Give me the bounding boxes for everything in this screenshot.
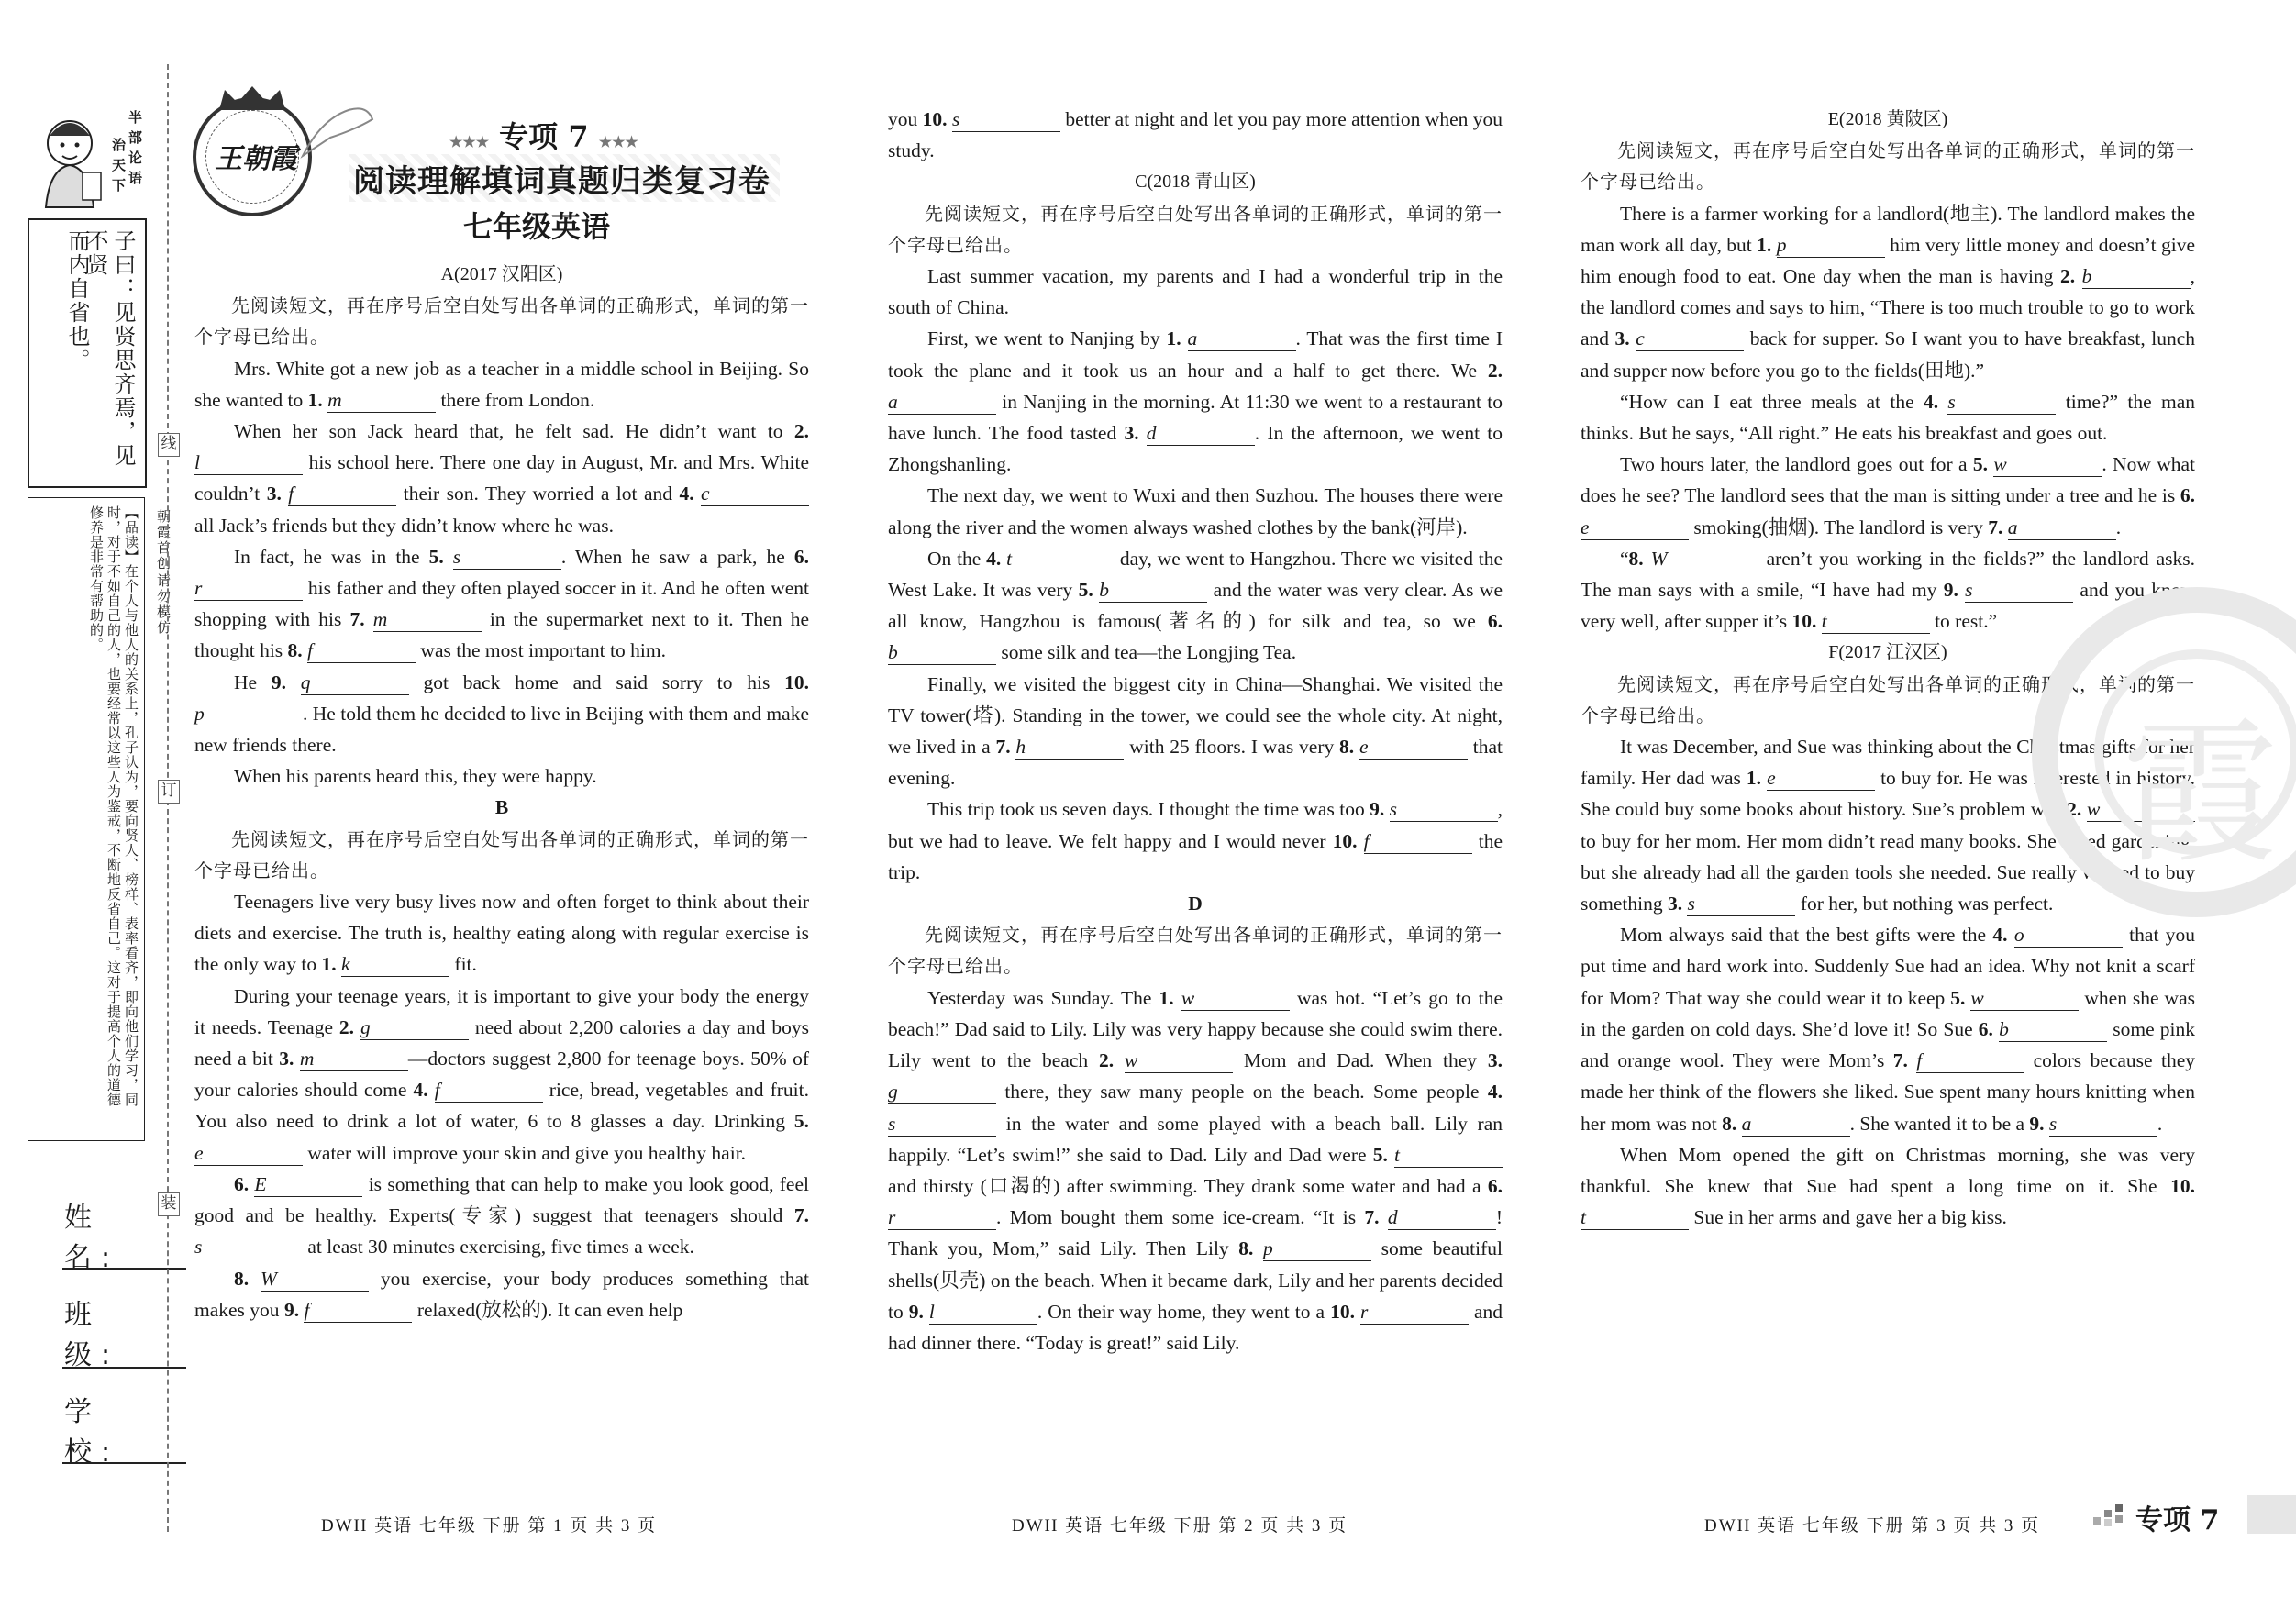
answer-blank[interactable]: e (1767, 766, 1875, 791)
quote-line-1: 子曰：见贤思齐焉，见不贤 (83, 229, 134, 468)
answer-blank[interactable]: f (307, 638, 416, 663)
instruction-text: 先阅读短文，再在序号后空白处写出各单词的正确形式，单词的第一个字母已给出。 (1581, 139, 2195, 194)
answer-blank[interactable]: b (888, 640, 996, 665)
section-f-heading: F(2017 江汉区) (1828, 642, 1947, 663)
seal-char: 订 (158, 780, 180, 804)
answer-blank[interactable]: s (2049, 1112, 2157, 1137)
section-a-heading: A(2017 汉阳区) (440, 264, 563, 284)
answer-blank[interactable]: s (1965, 578, 2073, 603)
answer-blank[interactable]: l (929, 1300, 1037, 1325)
answer-blank[interactable]: l (194, 450, 303, 475)
passage-paragraph: Mrs. White got a new job as a teacher in a middle school in Beijing. So she wanted to 1. m there from London. (194, 357, 809, 411)
seal-char: 线 (158, 433, 180, 457)
topic-label: 专项 7 (499, 119, 589, 154)
answer-blank[interactable]: s (453, 545, 561, 570)
copyright-note-2: 请勿模仿 (155, 573, 170, 636)
passage-paragraph: When Mom opened the gift on Christmas morning, she was very thankful. She knew that Sue had spent a long time on it. She 10. t Sue in her arms and gave her a big kiss. (1581, 1143, 2195, 1229)
passage-paragraph: Two hours later, the landlord goes out for a 5. w . Now what does he see? The landlord sees that the man is sitting under a tree and he is 6. e smoking(抽烟). The landlord is very 7. a . (1581, 453, 2195, 538)
passage-paragraph: When his parents heard this, they were happy. (234, 765, 597, 788)
passage-paragraph: Teenagers live very busy lives now and often forget to think about their diets and exercise. The truth is, healthy eating along with regular exercise is the only way to 1. k fit. (194, 891, 809, 976)
quote-line-2: 而内自省也。 (64, 229, 88, 372)
answer-blank[interactable]: a (2008, 516, 2116, 540)
answer-blank[interactable]: s (1687, 892, 1795, 916)
passage-paragraph: “8. W aren’t you working in the fields?” the landlord asks. The man says with a smile, “I have had my 9. s and you know very well, after supper it’s 10. t to rest.” (1581, 547, 2196, 633)
answer-blank[interactable]: o (2014, 923, 2123, 948)
answer-blank[interactable]: k (341, 952, 449, 977)
section-d-heading: D (1188, 893, 1203, 915)
instruction-text: 先阅读短文，再在序号后空白处写出各单词的正确形式，单词的第一个字母已给出。 (888, 924, 1503, 978)
passage-paragraph: There is a farmer working for a landlord(地主). The landlord makes the man work all day, but 1. p him very little money and doesn’t give him enough food to eat. One day when the man is having 2. b , the landlord comes and says to him, “There is too much trouble to go to work and 3. c back for supper. So I want you to have breakfast, lunch and supper now before you go to the fields(田地).” (1581, 202, 2196, 382)
answer-blank[interactable]: d (1388, 1205, 1496, 1230)
passage-paragraph: Mom always said that the best gifts were the 4. o that you put time and hard work into. Suddenly Sue had an idea. Why not knit a scarf for Mom? That way she could wear it to keep 5. w when she was in the garden on cold days. She’d love it! So Sue 6. b some pink and orange wool. They were Mom’s 7. f colors because they made her think of the flowers she liked. Sue spent many hours knitting when her mom was not 8. a . She wanted it to be a 9. s . (1581, 924, 2196, 1135)
answer-blank[interactable]: c (701, 482, 809, 506)
answer-blank[interactable]: w (1125, 1048, 1233, 1073)
answer-blank[interactable]: f (304, 1298, 412, 1323)
column-2 (888, 104, 1503, 1359)
answer-blank[interactable]: s (1390, 797, 1498, 822)
copyright-note-1: 朝霞首创 (155, 509, 170, 571)
commentary-text: 【品读】在个人与他人的关系上，孔子认为，要向贤人、榜样、表率看齐，即向他们学习，同时，对于不如自己的人，也要经常以这些人为鉴戒，不断地反省自己。这对于提高个人的道德修养是非常有帮助的。 (88, 505, 138, 1107)
answer-blank[interactable]: e (1581, 516, 1689, 540)
answer-blank[interactable]: b (1999, 1017, 2107, 1042)
passage-paragraph: He 9. q got back home and said sorry to his 10. p . He told them he decided to live in Beijing with them and make new friends there. (194, 671, 809, 757)
answer-blank[interactable]: w (2087, 797, 2195, 822)
answer-blank[interactable]: s (952, 107, 1060, 132)
school-label: 学 校: (64, 1396, 120, 1469)
passage-paragraph: On the 4. t day, we went to Hangzhou. There we visited the West Lake. It was very 5. b and the water was very clear. As we all know, Hangzhou is famous(著名的) for silk and tea, so we 6. b some silk and tea—the Longjing Tea. (888, 547, 1503, 664)
passage-paragraph: Last summer vacation, my parents and I had a wonderful trip in the south of China. (888, 265, 1503, 319)
passage-paragraph: First, we went to Nanjing by 1. a . That was the first time I took the plane and it took us an hour and a half to get there. We 2. a in Nanjing in the morning. At 11:30 we went to a restaurant to have lunch. The food tasted 3. d . In the afternoon, we went to Zhongshanling. (888, 327, 1503, 476)
passage-paragraph: In fact, he was in the 5. s . When he saw a park, he 6. r his father and they often played soccer in it. And he often went shopping with his 7. m in the supermarket next to it. Then he thought his 8. f was the most important to him. (194, 545, 809, 662)
passage-paragraph: you 10. s better at night and let you pay more attention when you study. (888, 108, 1503, 162)
footer-topic-tag: 专项 7 (2135, 1504, 2220, 1536)
motto-char: 治 (112, 139, 127, 153)
seal-char: 装 (158, 1192, 180, 1216)
section-c-heading: C(2018 青山区) (1135, 172, 1256, 193)
answer-blank[interactable]: q (301, 671, 409, 695)
crown-icon (216, 84, 289, 112)
commentary-box (28, 497, 145, 1141)
answer-blank[interactable]: c (1636, 327, 1744, 351)
footer-page-2: DWH 英语 七年级 下册 第 2 页 共 3 页 (1012, 1516, 1348, 1536)
passage-paragraph: Finally, we visited the biggest city in China—Shanghai. We visited the TV tower(塔). Standing in the tower, we could see the whole city. At night, we lived in a 7. h with 25 floors. I was very 8. e that evening. (888, 672, 1503, 790)
passage-paragraph: This trip took us seven days. I thought the time was too 9. s , but we had to leave. We felt happy and I would never 10. f the trip. (888, 798, 1503, 883)
answer-blank[interactable]: e (1359, 735, 1468, 760)
answer-blank[interactable]: t (1006, 547, 1115, 571)
answer-blank[interactable]: h (1015, 735, 1124, 760)
passage-paragraph: When her son Jack heard that, he felt sad. He didn’t want to 2. l his school here. There one day in August, Mr. and Mrs. White couldn’t 3. f their son. They worried a lot and 4. c all Jack’s friends but they didn’t know where he was. (194, 420, 809, 537)
corner-tab (2247, 1495, 2296, 1534)
instruction-text: 先阅读短文，再在序号后空白处写出各单词的正确形式，单词的第一个字母已给出。 (194, 294, 809, 349)
instruction-text: 先阅读短文，再在序号后空白处写出各单词的正确形式，单词的第一个字母已给出。 (194, 827, 809, 882)
topic-heading (449, 114, 638, 156)
passage-paragraph: 6. E is something that can help to make you look good, feel good and be healthy. Experts(专家) suggest that teenagers should 7. s at least 30 minutes exercising, five times a week. (194, 1172, 809, 1259)
motto-char: 半 (128, 111, 143, 126)
motto-char: 论 (128, 151, 143, 166)
answer-blank[interactable]: d (1147, 421, 1255, 446)
answer-blank[interactable]: w (1993, 452, 2102, 477)
answer-blank[interactable]: r (1360, 1300, 1469, 1325)
instruction-text: 先阅读短文，再在序号后空白处写出各单词的正确形式，单词的第一个字母已给出。 (1581, 672, 2195, 726)
stars-left: ★★★ (449, 133, 490, 150)
footer-page-3: DWH 英语 七年级 下册 第 3 页 共 3 页 (1704, 1516, 2041, 1536)
motto-char: 天 (112, 159, 127, 173)
section-e-heading: E(2018 黄陂区) (1827, 109, 1948, 129)
passage-paragraph: It was December, and Sue was thinking about the Christmas gifts for her family. Her dad was 1. e to buy for. He was interested in history. She could buy some books about history. Sue’s problem was 2. w to buy for her mom. Her mom didn’t read many books. She loved gardening, but she already had all the garden tools she needed. Sue really wanted to buy something 3. s for her, but nothing was perfect. (1581, 736, 2195, 915)
answer-blank[interactable]: f (288, 482, 396, 506)
motto-block (112, 110, 149, 213)
passage-paragraph: During your teenage years, it is important to give your body the energy it needs. Teenage 2. g need about 2,200 calories a day and boys need a bit 3. m —doctors suggest 2,800 for teenage boys. 50% of your calories should come 4. f rice, bread, vegetables and fruit. You also need to drink a lot of water, 6 to 8 glasses a day. Drinking 5. e water will improve your skin and give you healthy hair. (194, 984, 810, 1164)
name-label: 姓 名: (64, 1202, 120, 1274)
confucius-mascot-icon (28, 108, 112, 209)
answer-blank[interactable]: b (2082, 264, 2191, 289)
answer-blank[interactable]: m (327, 388, 436, 413)
stars-right: ★★★ (598, 133, 638, 150)
answer-blank[interactable]: m (300, 1047, 408, 1071)
motto-char: 部 (128, 131, 143, 146)
answer-blank[interactable]: t (1394, 1143, 1503, 1168)
answer-blank[interactable]: f (1364, 829, 1472, 854)
answer-blank[interactable]: b (1099, 578, 1207, 603)
answer-blank[interactable]: W (261, 1267, 369, 1292)
passage-paragraph: “How can I eat three meals at the 4. s time?” the man thinks. But he says, “All right.” He eats his breakfast and goes out. (1581, 390, 2195, 445)
answer-blank[interactable]: t (1822, 609, 1930, 634)
logo-text: 王朝霞 (215, 143, 297, 175)
answer-blank[interactable]: s (1947, 390, 2056, 415)
answer-blank[interactable]: w (1181, 986, 1290, 1011)
motto-char: 语 (128, 172, 143, 186)
answer-blank[interactable]: W (1651, 547, 1759, 571)
confucius-quote-box (28, 218, 147, 488)
answer-blank[interactable]: f (1916, 1048, 2024, 1073)
answer-blank[interactable]: m (373, 607, 482, 632)
answer-blank[interactable]: s (194, 1235, 303, 1259)
answer-blank[interactable]: p (194, 702, 303, 726)
passage-paragraph: 8. W you exercise, your body produces something that makes you 9. f relaxed(放松的). It can even help (194, 1267, 809, 1321)
instruction-text: 先阅读短文，再在序号后空白处写出各单词的正确形式，单词的第一个字母已给出。 (888, 202, 1503, 256)
answer-blank[interactable]: f (435, 1078, 543, 1103)
answer-blank[interactable]: a (1188, 327, 1296, 351)
answer-blank[interactable]: p (1263, 1237, 1371, 1261)
answer-blank[interactable]: E (254, 1172, 362, 1197)
footer-page-1: DWH 英语 七年级 下册 第 1 页 共 3 页 (321, 1516, 658, 1536)
answer-blank[interactable]: p (1777, 233, 1885, 258)
answer-blank[interactable]: r (194, 576, 303, 601)
answer-blank[interactable]: w (1970, 986, 2079, 1011)
answer-blank[interactable]: a (1742, 1112, 1850, 1137)
motto-char: 下 (112, 179, 127, 194)
answer-blank[interactable]: s (888, 1112, 996, 1137)
class-label: 班 级: (64, 1299, 120, 1371)
watermark-seal-icon: 霞 (2032, 587, 2296, 917)
passage-paragraph: Yesterday was Sunday. The 1. w was hot. “Let’s go to the beach!” Dad said to Lily. Lily was very happy because she could swim there. Lily went to the beach 2. w Mom and Dad. When they 3. g there, they saw many people on the beach. Some people 4. s in the water and some played with a beach ball. Lily ran happily. “Let’s swim!” she said to Dad. Lily and Dad were 5. t and thirsty (口渴的) after swimming. They drank some water and had a 6. r . Mom bought them some ice-cream. “It is 7. d ! Thank you, Mom,” said Lily. Then Lily 8. p some beautiful shells(贝壳) on the beach. When it became dark, Lily and her parents decided to 9. l . On their way home, they went to a 10. r and had dinner there. “Today is great!” said Lily. (888, 986, 1503, 1354)
answer-blank[interactable]: e (194, 1141, 303, 1166)
answer-blank[interactable]: g (888, 1080, 996, 1104)
exam-title: 阅读理解填词真题归类复习卷 (353, 163, 771, 200)
pixel-squares-icon (2093, 1503, 2130, 1528)
answer-blank[interactable]: a (888, 390, 996, 415)
section-b-heading: B (494, 796, 509, 819)
exam-subtitle: 七年级英语 (463, 209, 611, 244)
answer-blank[interactable]: r (888, 1205, 996, 1230)
passage-paragraph: The next day, we went to Wuxi and then Suzhou. The houses there were along the river and the women always washed clothes by the bank(河岸). (888, 484, 1503, 538)
answer-blank[interactable]: g (360, 1015, 469, 1040)
answer-blank[interactable]: t (1581, 1205, 1689, 1230)
left-margin-strip (28, 101, 147, 1514)
column-1 (194, 259, 809, 1325)
